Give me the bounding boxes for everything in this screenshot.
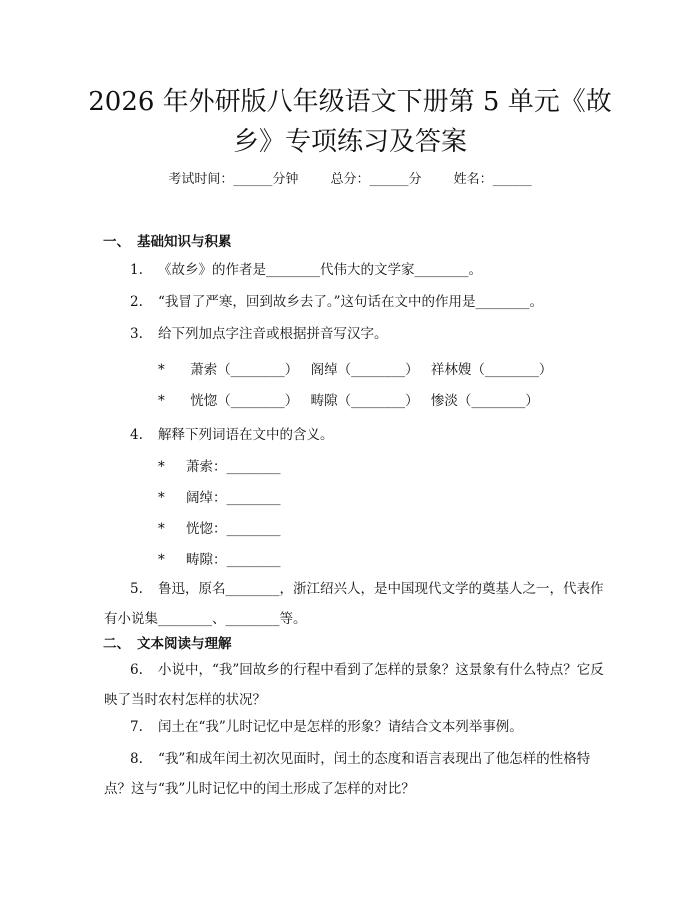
q3-row-1 bbox=[158, 358, 560, 378]
question-number: 6. bbox=[130, 662, 143, 678]
section-label: 基础知识与积累 bbox=[137, 234, 232, 250]
question-1 bbox=[130, 255, 612, 285]
question-number: 1. bbox=[130, 262, 143, 278]
question-number: 7. bbox=[130, 719, 143, 735]
definition-item: 畴隙：________ bbox=[186, 552, 281, 568]
exam-score: 总分：______分 bbox=[330, 172, 422, 187]
bullet-star: * bbox=[158, 521, 165, 537]
question-number: 2. bbox=[130, 294, 143, 310]
document-title: 2026 年外研版八年级语文下册第 5 单元《故乡》专项练习及答案 bbox=[88, 87, 612, 157]
question-3 bbox=[130, 319, 612, 349]
definition-item: 萧索：________ bbox=[186, 459, 281, 475]
bullet-star: * bbox=[158, 490, 165, 506]
question-text: 鲁迅，原名________，浙江绍兴人，是中国现代文学的奠基人之一，代表作有小说集________、________等。 bbox=[104, 581, 604, 627]
question-number: 4. bbox=[130, 427, 143, 443]
question-text: 给下列加点字注音或根据拼音写汉字。 bbox=[158, 326, 388, 342]
pinyin-item: 畴隙（________） bbox=[310, 393, 419, 409]
question-5 bbox=[104, 574, 612, 634]
bullet-star: * bbox=[158, 393, 165, 409]
question-text: 小说中，“我”回故乡的行程中看到了怎样的景象？这景象有什么特点？它反映了当时农村怎样的状况？ bbox=[104, 662, 604, 708]
exam-name: 姓名：______ bbox=[453, 172, 532, 187]
question-6 bbox=[104, 655, 612, 715]
q3-row-2 bbox=[158, 389, 547, 409]
section-heading-1 bbox=[103, 230, 232, 250]
bullet-star: * bbox=[158, 362, 165, 378]
question-text: 闰土在“我”儿时记忆中是怎样的形象？请结合文本列举事例。 bbox=[158, 719, 523, 735]
question-text: “我冒了严寒，回到故乡去了。”这句话在文中的作用是________。 bbox=[158, 294, 544, 310]
question-2 bbox=[130, 287, 612, 317]
pinyin-item: 惨淡（________） bbox=[430, 393, 539, 409]
exam-time: 考试时间：______分钟 bbox=[168, 172, 299, 187]
q4-item-2 bbox=[158, 486, 281, 506]
pinyin-item: 阁绰（________） bbox=[310, 362, 419, 378]
question-text: “我”和成年闰土初次见面时，闰土的态度和语言表现出了他怎样的性格特点？这与“我”儿时记忆中的闰土形成了怎样的对比？ bbox=[104, 751, 591, 797]
question-number: 5. bbox=[130, 581, 143, 597]
question-number: 3. bbox=[130, 326, 143, 342]
section-number: 二、 bbox=[103, 636, 130, 652]
section-label: 文本阅读与理解 bbox=[137, 636, 232, 652]
definition-item: 恍惚：________ bbox=[186, 521, 281, 537]
pinyin-item: 恍惚（________） bbox=[190, 393, 299, 409]
question-text: 《故乡》的作者是________代伟大的文学家________。 bbox=[158, 262, 482, 278]
bullet-star: * bbox=[158, 552, 165, 568]
exam-info bbox=[0, 168, 700, 187]
q4-item-4 bbox=[158, 548, 281, 568]
q4-item-3 bbox=[158, 517, 281, 537]
question-text: 解释下列词语在文中的含义。 bbox=[158, 427, 334, 443]
definition-item: 阔绰：________ bbox=[186, 490, 281, 506]
question-number: 8. bbox=[130, 751, 143, 767]
q4-item-1 bbox=[158, 455, 281, 475]
section-heading-2 bbox=[103, 632, 232, 652]
pinyin-item: 萧索（________） bbox=[190, 362, 299, 378]
question-4 bbox=[130, 420, 612, 450]
bullet-star: * bbox=[158, 459, 165, 475]
question-7 bbox=[130, 712, 612, 742]
section-number: 一、 bbox=[103, 234, 130, 250]
pinyin-item: 祥林嫂（________） bbox=[430, 362, 553, 378]
question-8 bbox=[104, 744, 612, 804]
